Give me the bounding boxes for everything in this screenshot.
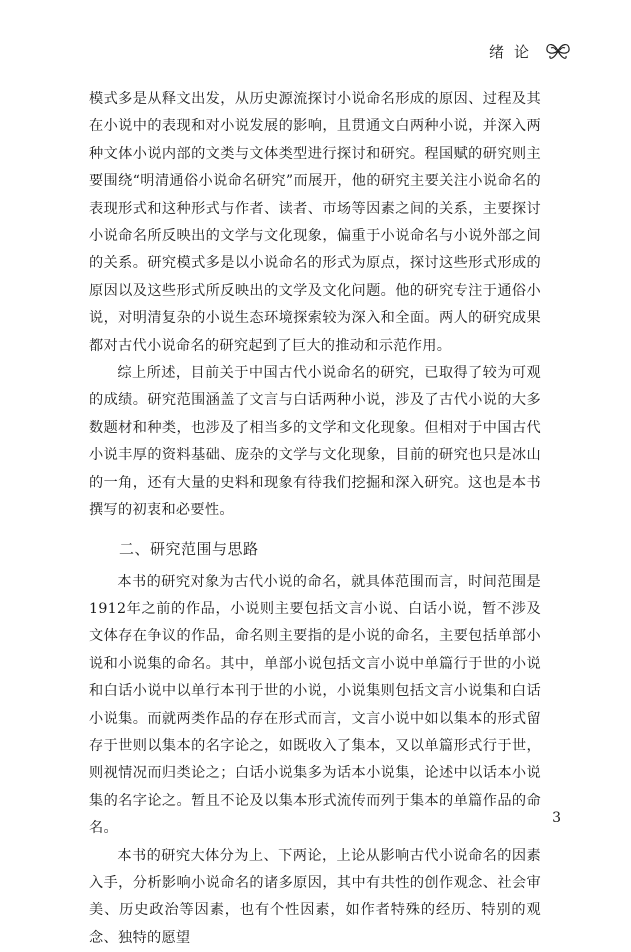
body-paragraph: 本书的研究对象为古代小说的命名，就具体范围而言，时间范围是1912年之前的作品，小说则主要包括文言小说、白话小说，暂不涉及文体存在争议的作品，命名则主要指的是小说的命名，主要包括单部小说和小说集的命名。其中，单部小说包括文言小说中单篇行于世的小说和白话小说中以单行本刊于世的小说，小说集则包括文言小说集和白话小说集。而就两类作品的存在形式而言，文言小说中如以集本的形式留存于世则以集本的名字论之，如既收入了集本，又以单篇形式行于世，则视情况而归类论之；白话小说集多为话本小说集，论述中以话本小说集的名字论之。暂且不论及以集本形式流传而列于集本的单篇作品的命名。 bbox=[89, 573, 541, 837]
body-paragraph: 模式多是从释文出发，从历史源流探讨小说命名形成的原因、过程及其在小说中的表现和对小说发展的影响，且贯通文白两种小说，并深入两种文体小说内部的文类与文体类型进行探讨和研究。程国赋的研究则主要围绕“明清通俗小说命名研究”而展开，他的研究主要关注小说命名的表现形式和这种形式与作者、读者、市场等因素之间的关系，主要探讨小说命名所反映出的文学与文化现象，偏重于小说命名与小说外部之间的关系。研究模式多是以小说命名的形式为原点，探讨这些形式形成的原因以及这些形式所反映出的文学及文化问题。他的研究专注于通俗小说，对明清复杂的小说生态环境探索较为深入和全面。两人的研究成果都对古代小说命名的研究起到了巨大的推动和示范作用。 bbox=[89, 91, 541, 354]
page-number: 3 bbox=[552, 810, 561, 826]
body-paragraph: 综上所述，目前关于中国古代小说命名的研究，已取得了较为可观的成绩。研究范围涵盖了文言与白话两种小说，涉及了古代小说的大多数题材和种类，也涉及了相当多的文学和文化现象。但相对于中国古代小说丰厚的资料基础、庞杂的文学与文化现象，目前的研究也只是冰山的一角，还有大量的史料和现象有待我们挖掘和深入研究。这也是本书撰写的初衷和必要性。 bbox=[89, 365, 541, 519]
body-paragraph: 本书的研究大体分为上、下两论，上论从影响古代小说命名的因素入手，分析影响小说命名的诸多原因，其中有共性的创作观念、社会审美、历史政治等因素，也有个性因素，如作者特殊的经历、特别的观念、独特的愿望 bbox=[89, 847, 541, 946]
running-title: 绪论 bbox=[488, 42, 539, 61]
page-body bbox=[89, 86, 541, 952]
floral-ornament-icon bbox=[545, 40, 571, 62]
running-head bbox=[489, 40, 571, 62]
section-heading: 二、研究范围与思路 bbox=[119, 539, 259, 558]
